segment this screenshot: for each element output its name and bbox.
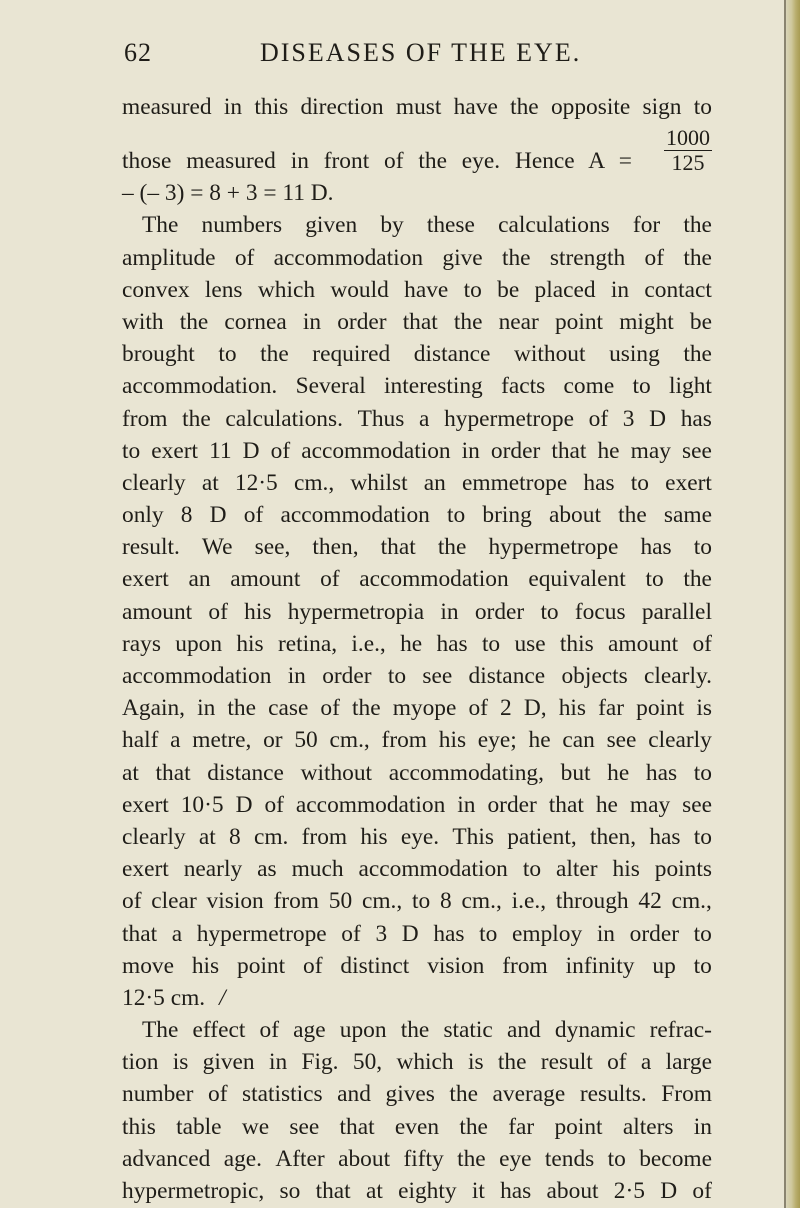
text-line: half a metre, or 50 cm., from his eye; he can see clearly: [122, 727, 712, 754]
page-number: 62: [124, 38, 152, 67]
text-line: The numbers given by these calculations for the: [142, 212, 712, 239]
text-line: rays upon his retina, i.e., he has to use this amount of: [122, 630, 712, 657]
text-line: only 8 D of accommodation to bring about the same: [122, 502, 712, 529]
formula-lead-text: those measured in front of the eye. Hence A =: [122, 147, 632, 174]
text-line-end-paragraph: [122, 982, 712, 1014]
text-line: move his point of distinct vision from infinity up to: [122, 952, 712, 979]
text-line: result. We see, then, that the hypermetrope has to: [122, 534, 712, 561]
text-line: Again, in the case of the myope of 2 D, his far point is: [122, 695, 712, 722]
page-header: [0, 38, 800, 78]
text-line: hypermetropic, so that at eighty it has about 2·5 D of: [122, 1178, 712, 1204]
page-edge: [786, 0, 800, 1208]
text-line: at that distance without accommodating, but he has to: [122, 759, 712, 786]
text-line: advanced age. After about fifty the eye tends to become: [122, 1145, 712, 1172]
text-line: amplitude of accommodation give the strength of the: [122, 244, 712, 271]
formula-continuation: – (– 3) = 8 + 3 = 11 D.: [122, 180, 334, 207]
text-line: with the cornea in order that the near point might be: [122, 308, 712, 335]
running-head: DISEASES OF THE EYE.: [260, 38, 582, 67]
body-text: [122, 91, 712, 1207]
text-line: accommodation in order to see distance objects clearly.: [122, 663, 712, 689]
text-line: brought to the required distance without using the: [122, 341, 712, 368]
text-line: clearly at 12·5 cm., whilst an emmetrope has to exert: [122, 469, 712, 496]
text-line: exert nearly as much accommodation to alter his points: [122, 856, 712, 883]
text-line: accommodation. Several interesting facts come to light: [122, 373, 712, 400]
text-line: amount of his hypermetropia in order to focus parallel: [122, 598, 712, 625]
text-line: convex lens which would have to be placed in contact: [122, 276, 712, 303]
text-line: measured in this direction must have the opposite sign to: [122, 94, 712, 120]
text-line: tion is given in Fig. 50, which is the result of a large: [122, 1049, 712, 1076]
text-line: that a hypermetrope of 3 D has to employ in order to: [122, 920, 712, 947]
text-line: of clear vision from 50 cm., to 8 cm., i.e., through 42 cm.,: [122, 888, 712, 915]
text-line: exert an amount of accommodation equivalent to the: [122, 566, 712, 593]
fraction-denominator: 125: [671, 150, 705, 176]
text-line: this table we see that even the far point alters in: [122, 1113, 712, 1140]
fraction: [664, 126, 712, 175]
text-line: The effect of age upon the static and dynamic refrac-: [142, 1017, 712, 1044]
text-line: clearly at 8 cm. from his eye. This patient, then, has to: [122, 823, 712, 850]
fraction-numerator: 1000: [666, 125, 710, 151]
text-line: from the calculations. Thus a hypermetrope of 3 D has: [122, 405, 712, 432]
text-line: exert 10·5 D of accommodation in order that he may see: [122, 791, 712, 818]
handwritten-mark: /: [219, 984, 226, 1011]
text-line: 12·5 cm.: [122, 984, 206, 1011]
formula-line: [122, 123, 712, 177]
text-line: number of statistics and gives the average results. From: [122, 1081, 712, 1108]
text-line: to exert 11 D of accommodation in order that he may see: [122, 437, 712, 464]
